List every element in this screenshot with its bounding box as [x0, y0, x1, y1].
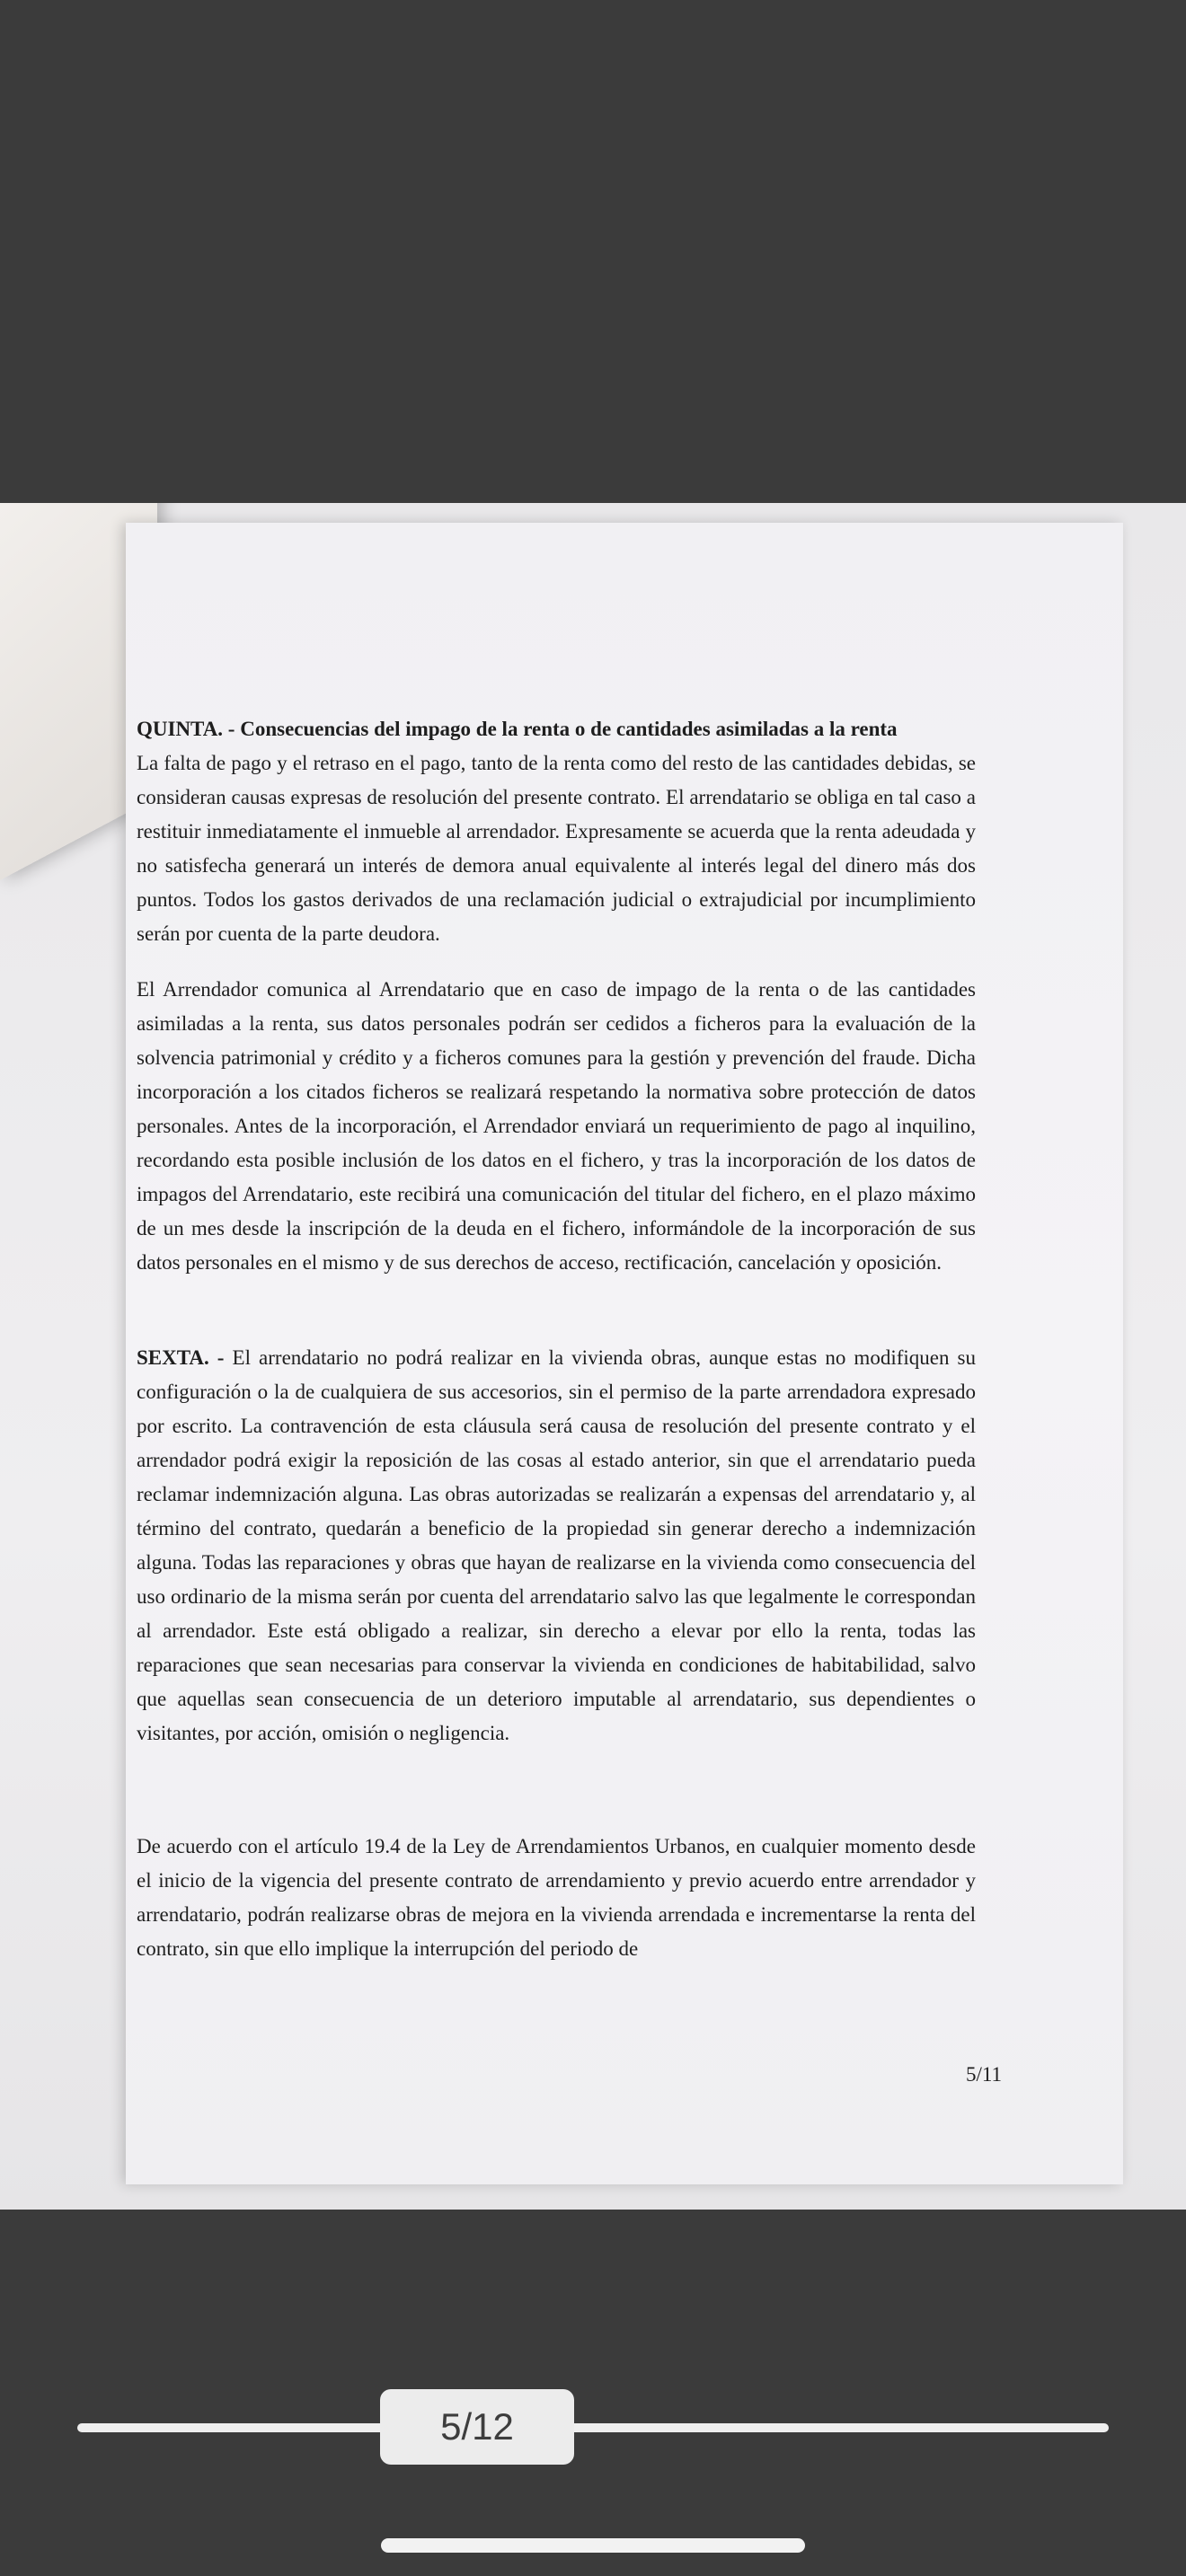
clause-sexta: [137, 1341, 976, 1751]
page-scrubber-track[interactable]: [77, 2423, 1109, 2432]
clause-sexta-cont: [137, 1830, 976, 1966]
clause-sexta-paragraph-1: El arrendatario no podrá realizar en la vivienda obras, aunque estas no modifiquen su configuración o la de cualquiera de sus accesorios, sin el permiso de la parte arrendadora expresado por escrito. La contravención de esta cláusula será causa de resolución del presente contrato y el arrendador podrá exigir la reposición de las cosas al estado anterior, sin que el arrendatario pueda reclamar indemnización alguna. Las obras autorizadas se realizarán a expensas del arrendatario y, al término del contrato, quedarán a beneficio de la propiedad sin generar derecho a indemnización alguna. Todas las reparaciones y obras que hayan de realizarse en la vivienda como consecuencia del uso ordinario de la misma serán por cuenta del arrendatario salvo las que legalmente le correspondan al arrendador. Este está obligado a realizar, sin derecho a elevar por ello la renta, todas las reparaciones que sean necesarias para conservar la vivienda en condiciones de habitabilidad, salvo que aquellas sean consecuencia de un deterioro imputable al arrendatario, sus dependientes o visitantes, por acción, omisión o negligencia.: [137, 1346, 976, 1744]
document-page-number: 5/11: [966, 2063, 1003, 2086]
clause-sexta-title: SEXTA. -: [137, 1346, 225, 1369]
clause-sexta-paragraph-2: De acuerdo con el artículo 19.4 de la Ley de Arrendamientos Urbanos, en cualquier momento desde el inicio de la vigencia del presente contrato de arrendamiento y previo acuerdo entre arrendador y arrendatario, podrán realizarse obras de mejora en la vivienda arrendada e incrementarse la renta del contrato, sin que ello implique la interrupción del periodo de: [137, 1835, 976, 1960]
page-indicator[interactable]: 5/12: [380, 2389, 574, 2465]
clause-quinta-paragraph-2: El Arrendador comunica al Arrendatario que en caso de impago de la renta o de las cantidades asimiladas a la renta, sus datos personales podrán ser cedidos a ficheros para la evaluación de la solvencia patrimonial y crédito y a ficheros comunes para la gestión y prevención del fraude. Dicha incorporación a los citados ficheros se realizará respetando la normativa sobre protección de datos personales. Antes de la incorporación, el Arrendador enviará un requerimiento de pago al inquilino, recordando esta posible inclusión de los datos en el fichero, y tras la incorporación de los datos de impagos del Arrendatario, este recibirá una comunicación del titular del fichero, en el plazo máximo de un mes desde la inscripción de la deuda en el fichero, informándole de la incorporación de sus datos personales en el mismo y de sus derechos de acceso, rectificación, cancelación y oposición.: [137, 978, 976, 1274]
home-indicator[interactable]: [381, 2538, 805, 2553]
clause-quinta: [137, 712, 976, 951]
clause-quinta-paragraph-1: La falta de pago y el retraso en el pago, tanto de la renta como del resto de las cantidades debidas, se consideran causas expresas de resolución del presente contrato. El arrendatario se obliga en tal caso a restituir inmediatamente el inmueble al arrendador. Expresamente se acuerda que la renta adeudada y no satisfecha generará un interés de demora anual equivalente al interés legal del dinero más dos puntos. Todos los gastos derivados de una reclamación judicial o extrajudicial por incumplimiento serán por cuenta de la parte deudora.: [137, 752, 976, 945]
clause-quinta-cont: [137, 973, 976, 1280]
clause-quinta-title: QUINTA. - Consecuencias del impago de la renta o de cantidades asimiladas a la renta: [137, 718, 898, 740]
